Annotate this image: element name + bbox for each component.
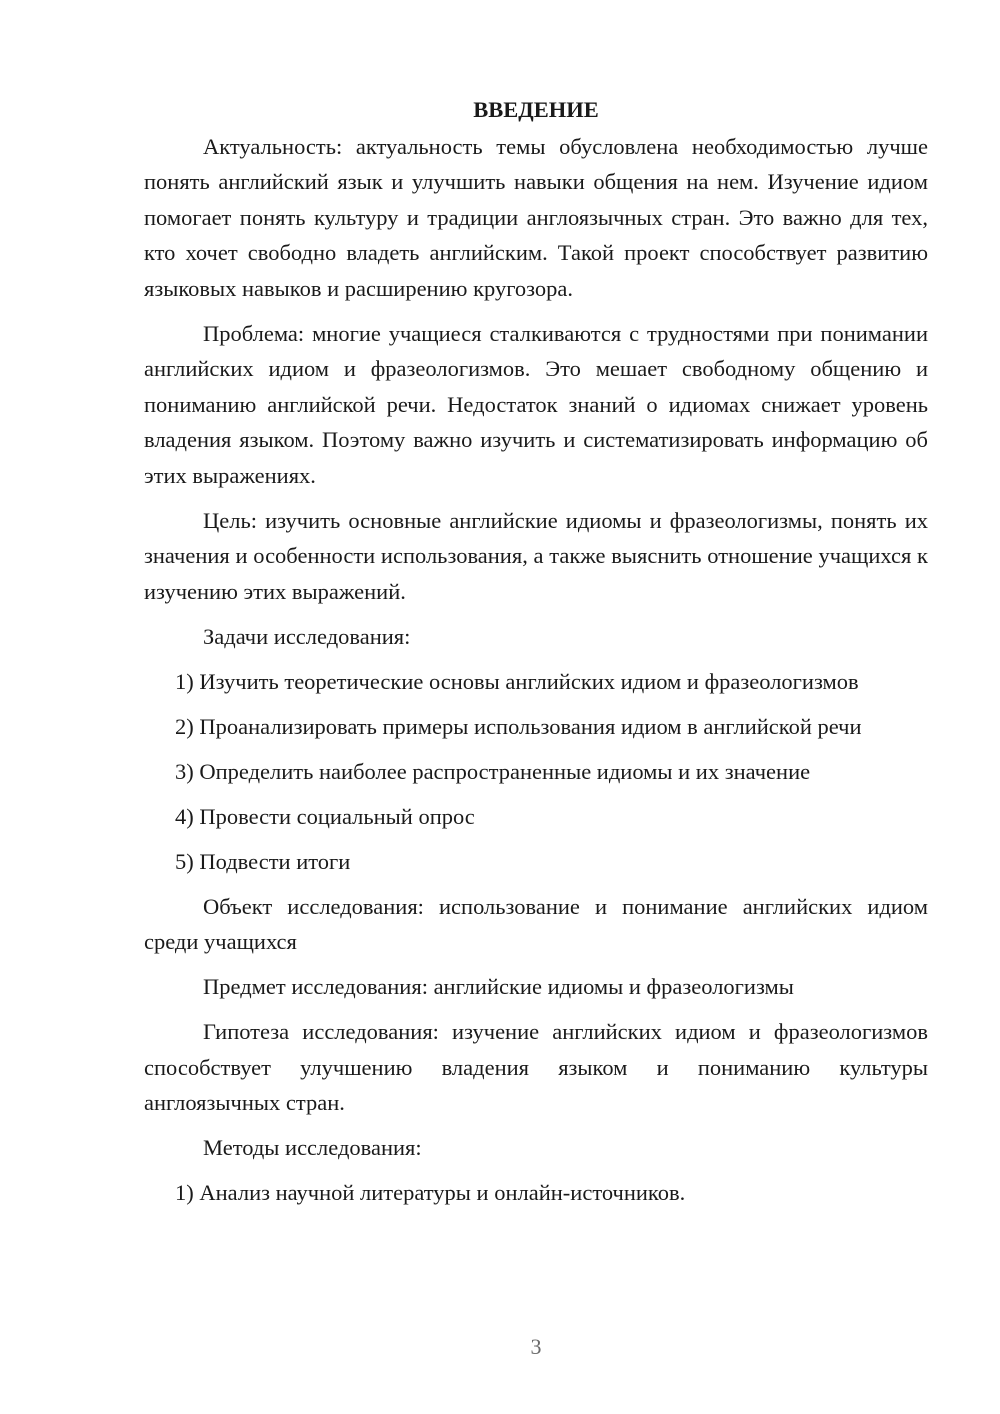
task-item-2: 2) Проанализировать примеры использования идиом в английской речи	[175, 713, 862, 739]
document-body	[144, 92, 928, 1220]
task-item-5: 5) Подвести итоги	[175, 848, 351, 874]
task-item-3: 3) Определить наиболее распространенные идиомы и их значение	[175, 758, 811, 784]
subject-paragraph: Предмет исследования: английские идиомы и фразеологизмы	[203, 974, 794, 999]
task-item-1: 1) Изучить теоретические основы английских идиом и фразеологизмов	[175, 668, 859, 694]
tasks-heading: Задачи исследования:	[203, 623, 411, 649]
section-title: ВВЕДЕНИЕ	[473, 97, 599, 122]
methods-heading: Методы исследования:	[203, 1135, 422, 1160]
relevance-paragraph: Актуальность: актуальность темы обусловлена необходимостью лучше понять английский язык и улучшить навыки общения на нем. Изучение идиом помогает понять культуру и традиции англоязычных стран. Это важно для тех, кто хочет свободно владеть английским. Такой проект способствует развитию языковых навыков и расширению кругозора.	[144, 133, 928, 301]
page-number: 3	[530, 1334, 542, 1359]
goal-paragraph: Цель: изучить основные английские идиомы и фразеологизмы, понять их значения и особенности использования, а также выяснить отношение учащихся к изучению этих выражений.	[144, 507, 928, 604]
hypothesis-paragraph: Гипотеза исследования: изучение английских идиом и фразеологизмов способствует улучшению владения языком и пониманию культуры англоязычных стран.	[144, 1019, 928, 1115]
task-item-4: 4) Провести социальный опрос	[175, 803, 475, 829]
object-paragraph: Объект исследования: использование и понимание английских идиом среди учащихся	[144, 893, 928, 954]
problem-paragraph: Проблема: многие учащиеся сталкиваются с трудностями при понимании английских идиом и фразеологизмов. Это мешает свободному общению и пониманию английской речи. Недостаток знаний о идиомах снижает уровень владения языком. Поэтому важно изучить и систематизировать информацию об этих выражениях.	[144, 320, 928, 488]
method-item-1: 1) Анализ научной литературы и онлайн-источников.	[175, 1180, 686, 1205]
